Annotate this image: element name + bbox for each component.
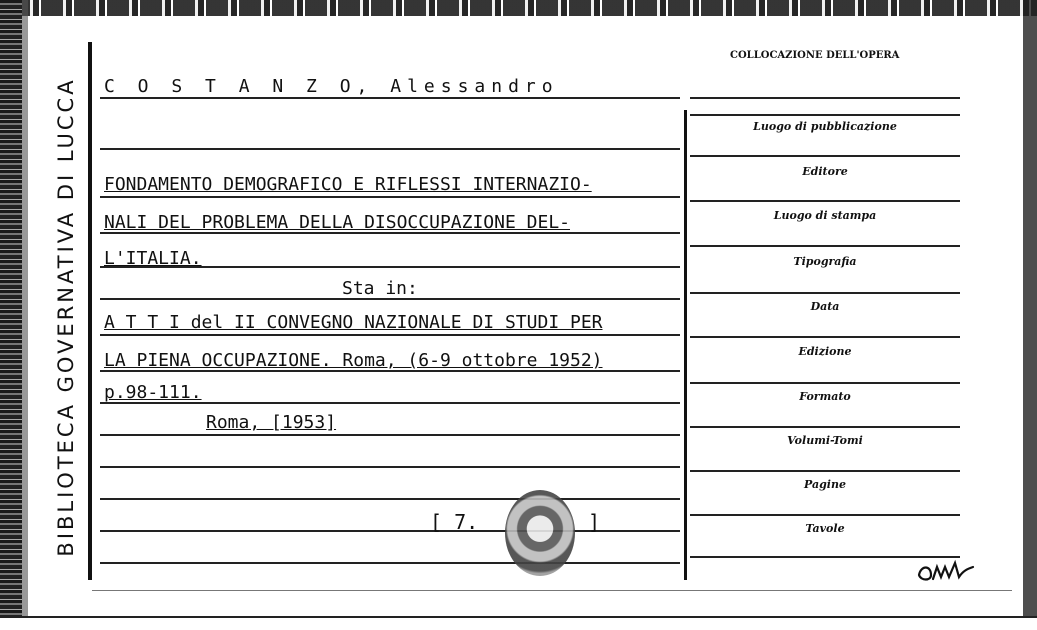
bracket-note-close: ] (588, 510, 601, 534)
author-line: C O S T A N Z O, Alessandro (104, 76, 559, 97)
title-line-3: L'ITALIA. (104, 248, 202, 269)
proceedings-line-2: LA PIENA OCCUPAZIONE. Roma, (6-9 ottobre 1952) (104, 350, 603, 371)
proceedings-line-1: A T T I del II CONVEGNO NAZIONALE DI STUDI PER (104, 312, 603, 333)
label-date: Data (810, 300, 840, 313)
library-vertical-title: BIBLIOTECA GOVERNATIVA DI LUCCA (54, 77, 78, 557)
label-printer: Tipografia (793, 255, 857, 268)
panel-line (690, 245, 960, 247)
bracket-note-open: [ 7. (430, 510, 479, 534)
ruled-line (92, 590, 1012, 591)
panel-line (690, 97, 960, 99)
panel-line (690, 114, 960, 116)
collocation-heading: COLLOCAZIONE DELL'OPERA (730, 50, 900, 61)
label-volumes: Volumi-Tomi (787, 434, 863, 447)
panel-line (690, 514, 960, 516)
ruled-line (100, 196, 680, 198)
label-place-of-publication: Luogo di pubblicazione (753, 120, 897, 133)
imprint-line: Roma, [1953] (206, 412, 337, 433)
ruled-line (100, 97, 680, 99)
scan-edge-right (1023, 0, 1037, 630)
panel-line (690, 426, 960, 428)
label-publisher: Editore (802, 165, 848, 178)
panel-line (690, 336, 960, 338)
panel-line (690, 382, 960, 384)
contained-in-label: Sta in: (342, 278, 418, 299)
panel-line (690, 155, 960, 157)
label-format: Formato (799, 390, 851, 403)
panel-line (690, 200, 960, 202)
ruled-line (100, 334, 680, 336)
scan-edge-left-shadow (22, 0, 28, 630)
scan-edge-top (0, 0, 1037, 16)
ruled-line (100, 466, 680, 468)
ruled-line (100, 562, 680, 564)
title-line-2: NALI DEL PROBLEMA DELLA DISOCCUPAZIONE DEL- (104, 212, 570, 233)
ruled-line (100, 148, 680, 150)
label-place-of-printing: Luogo di stampa (773, 209, 877, 222)
scan-edge-bottom (0, 616, 1037, 630)
label-pages: Pagine (804, 478, 846, 491)
left-margin-rule (88, 42, 92, 580)
handwritten-initials-signature (915, 555, 975, 585)
library-stamp-seal (505, 490, 575, 576)
label-edition: Edizione (798, 345, 852, 358)
panel-line (690, 470, 960, 472)
label-plates: Tavole (805, 522, 845, 535)
pages-line: p.98-111. (104, 382, 202, 403)
ruled-line (100, 498, 680, 500)
title-line-1: FONDAMENTO DEMOGRAFICO E RIFLESSI INTERNAZIO- (104, 174, 592, 195)
ruled-line (100, 434, 680, 436)
scan-edge-left (0, 0, 22, 630)
right-panel-rule (684, 110, 687, 580)
panel-line (690, 292, 960, 294)
